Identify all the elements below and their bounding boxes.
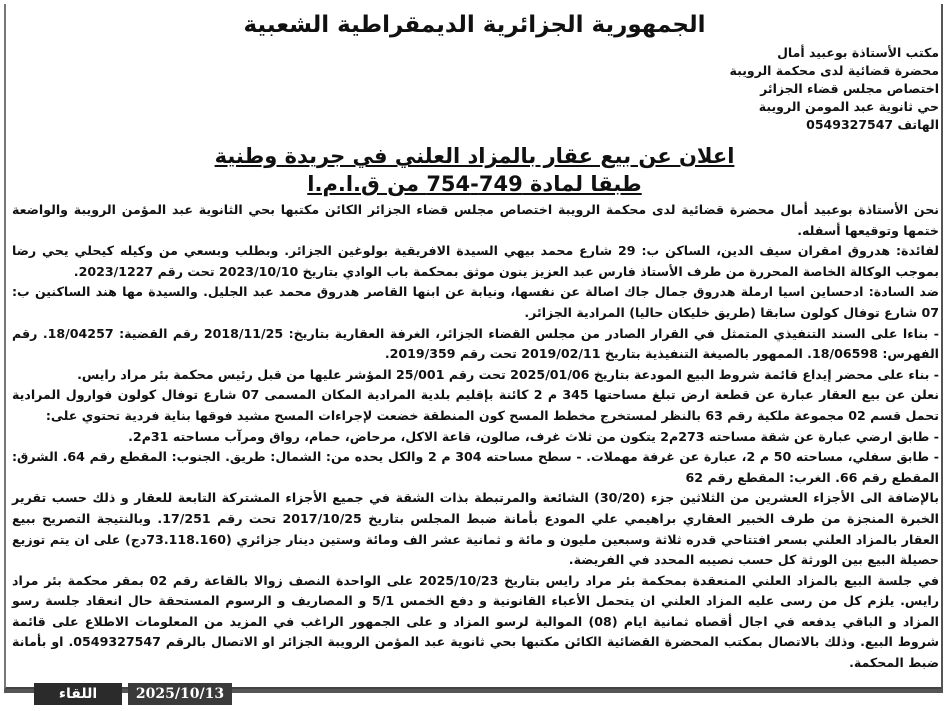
body-paragraph: - بناء على محضر إيداع قائمة شروط البيع المودعة بتاريخ 2025/01/06 تحت رقم 25/001 المؤشر عليها من قبل رئيس محكمة بئر مراد رايس. (77, 366, 939, 382)
notice-title (0, 142, 949, 198)
notice-title-line: اعلان عن بيع عقار بالمزاد العلني في جريدة وطنية (214, 144, 735, 168)
publication-date: 2025/10/13 (128, 683, 232, 705)
notice-title-article: طبقا لمادة 749-754 من ق.ا.م.ا (307, 172, 642, 196)
office-phone: الهاتف 0549327547 (806, 117, 939, 132)
body-paragraph: ضد السادة: ادحساين اسيا ارملة هدروق جمال جاك اصالة عن نفسها، ونيابة عن ابنها القاصر هدروق محمد عبد الجليل. والسيدة مها هند الساكنين ب: 07 شارع توفال كولون سابقا (طريق خليكان حاليا) المرادية الجزائر. (12, 284, 939, 320)
body-paragraph: في جلسة البيع بالمزاد العلني المنعقدة بمحكمة بئر مراد رايس بتاريخ 2025/10/23 على الواحدة النصف زوالا بالقاعة رقم 02 بمقر محكمة بئر مراد رايس. يلزم كل من رسى عليه المزاد العلني ان يتحمل الأعباء القانونية و دفع الخمس 5/1 و المصاريف و الرسوم المستحقة حال انعقاد جلسة رسو المزاد و الباقي يدفعه في اجال أقصاه ثمانية ايام (08) الموالية لرسو المزاد و على الجمهور الراغب في المزيد من المعلومات الاطلاع على قائمة شروط البيع. وذلك بالاتصال بمكتب المحضرة القضائية الكائن مكتبها بحي ثانوية عبد المؤمن الرويبة الجزائر او الاتصال بالرقم 0549327547. او بأمانة ضبط المحكمة. (12, 572, 939, 671)
footer (0, 683, 949, 705)
body-paragraph: نعلن عن بيع العقار عبارة عن قطعة ارض تبلغ مساحتها 345 م 2 كائنة بإقليم بلدية المرادية المكان المسمى 07 شارع توفال كولون فوارول المرادية تحمل قسم 02 مجموعة ملكية رقم 63 بالنظر لمستخرج مخطط المسح كون المنطقة خضعت لإجراءات المسح مشيد فوقها بناية فردية تحتوي على: (12, 387, 940, 423)
office-line: محضرة قضائية لدى محكمة الرويبة (729, 63, 939, 78)
body-paragraph: - طابق سفلي، مساحته 50 م 2، عبارة عن غرفة مهملات. - سطح مساحته 304 م 2 والكل يحده من: الشمال: طريق. الجنوب: المقطع رقم 64. الشرق: المقطع رقم 66. الغرب: المقطع رقم 62 (12, 449, 939, 485)
notice-body (12, 200, 939, 674)
body-paragraph: لفائدة: هدروق امقران سيف الدين، الساكن ب: 29 شارع محمد بيهي السيدة الافريقية بولوغين الجزائر. وبطلب وبسعي من وكيله كيحلي يحي رضا بموجب الوكالة الخاصة المحررة من طرف الأستاذ فارس عبد العزيز ينون موثق بمحكمة باب الوادي بتاريخ 2023/10/10 تحت رقم 2023/1227. (12, 243, 939, 279)
body-paragraph: بالإضافة الى الأجزاء العشرين من الثلاثين جزء (30/20) الشائعة والمرتبطة بذات الشقة في جميع الأجزاء المشتركة التابعة للعقار و ذلك حسب تقرير الخبرة المنجزة من طرف الخبير العقاري براهيمي علي المودع بأمانة ضبط المجلس بتاريخ 2017/10/25 تحت رقم 17/251. وبالنتيجة التصريح ببيع العقار بالمزاد العلني بسعر افتتاحي قدره ثلاثة وسبعين مليون و مائة و ثمانية عشر الف ومائة وستين دينار جزائري (73.118.160دج) على ان يتم توزيع حصيلة البيع بين الورثة كل حسب نصيبه المحدد في الفريضة. (12, 490, 939, 568)
body-paragraph: - بناءا على السند التنفيذي المتمثل في القرار الصادر من مجلس القضاء الجزائر، الغرفة العقارية بتاريخ: 2018/11/25 رقم القضية: 18/04257. رقم الفهرس: 18/06598. الممهور بالصيغة التنفيذية بتاريخ 2019/02/11 تحت رقم 2019/359. (12, 325, 939, 362)
office-line: حي ثانوية عبد المومن الرويبة (758, 99, 939, 114)
republic-heading: الجمهورية الجزائرية الديمقراطية الشعبية (243, 12, 706, 38)
office-line: اختصاص مجلس قضاء الجزائر (760, 81, 939, 96)
body-paragraph: - طابق ارضي عبارة عن شقة مساحته 273م2 يتكون من ثلاث غرف، صالون، قاعة الاكل، مرحاض، حمام، رواق ومرآب مساحته 31م2. (128, 428, 939, 444)
office-info (730, 44, 939, 134)
office-line: مكتب الأستاذة بوعبيد أمال (777, 45, 939, 60)
body-paragraph: نحن الأستاذة بوعبيد أمال محضرة قضائية لدى محكمة الرويبة اختصاص مجلس قضاء الجزائر الكائن مكتبها بحي الثانوية عبد المؤمن الرويبة والواضعة ختمها وتوقيعها أسفله. (12, 202, 939, 238)
newspaper-name: اللقاء (34, 683, 122, 705)
